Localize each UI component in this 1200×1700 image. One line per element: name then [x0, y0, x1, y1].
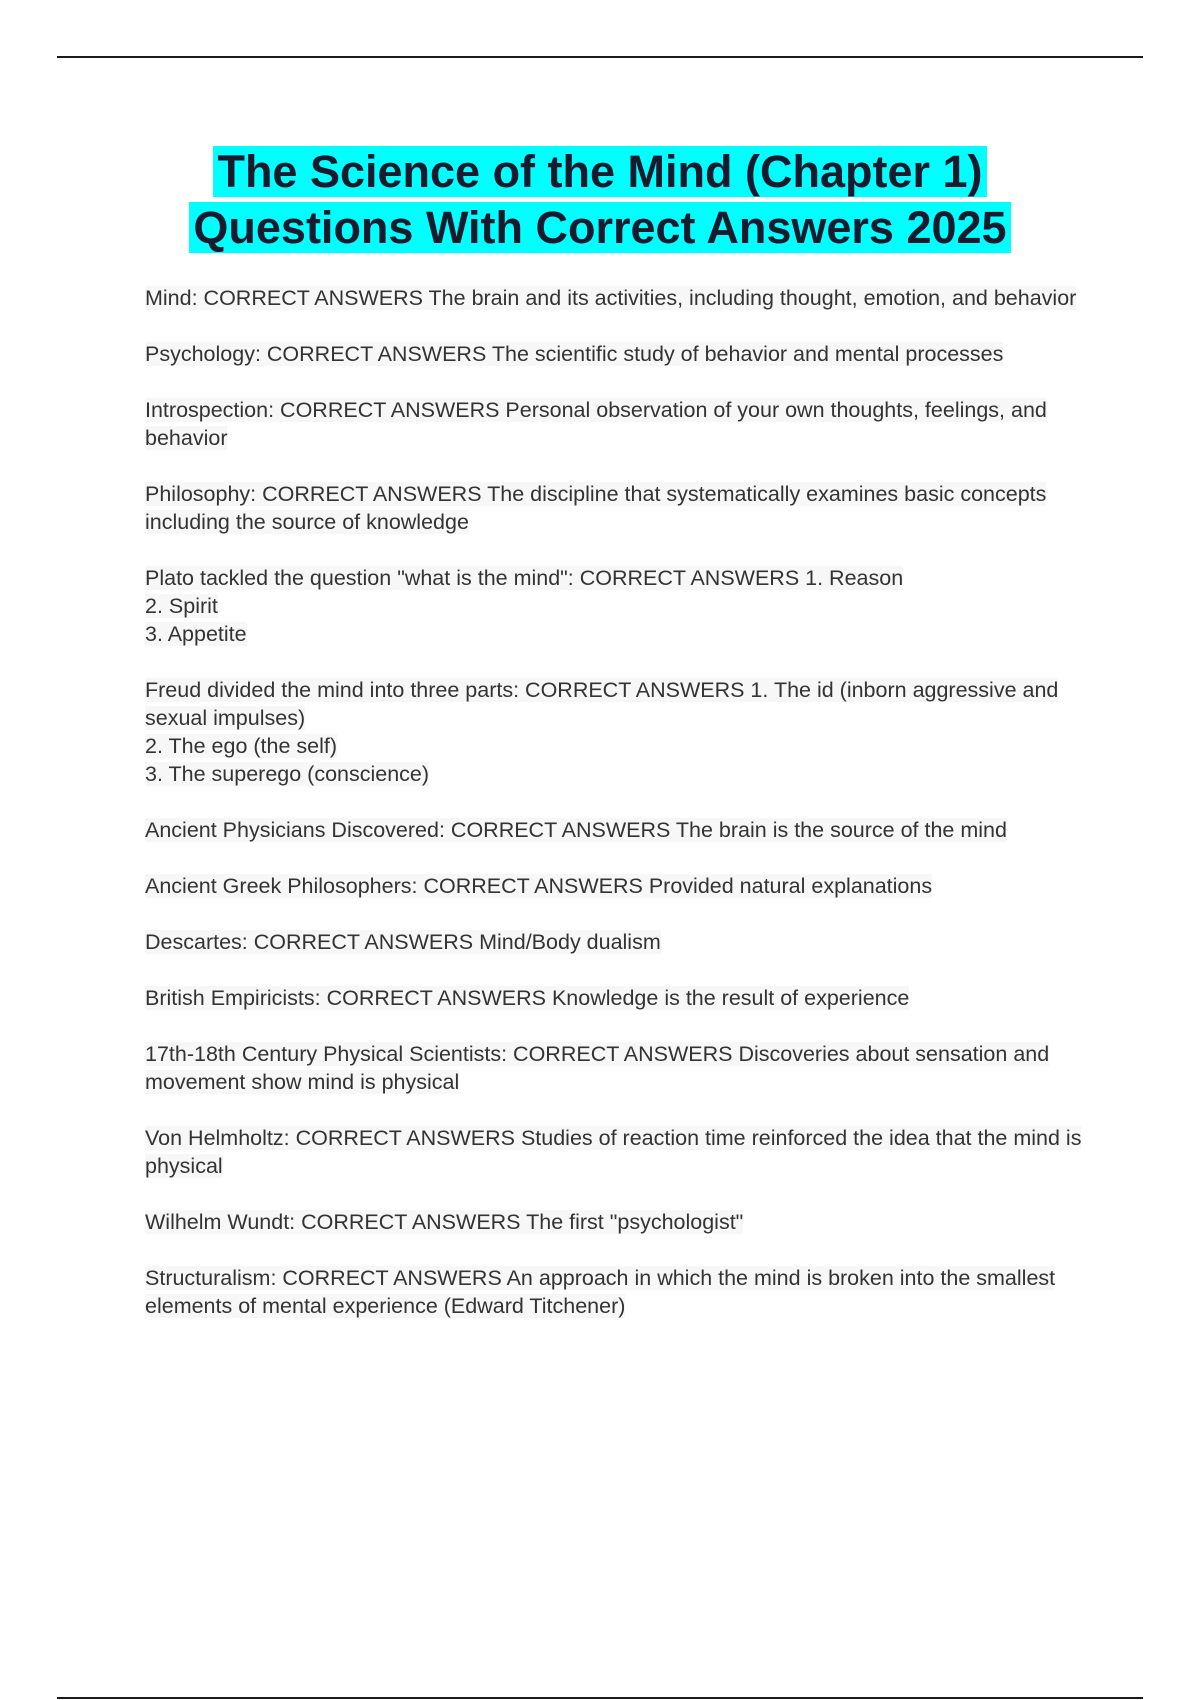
- qa-item-structuralism: [145, 1264, 1090, 1320]
- qa-item-psychology: [145, 340, 1090, 368]
- qa-item-plato: [145, 564, 1090, 648]
- document-title: [0, 144, 1200, 256]
- qa-item-von-helmholtz: [145, 1124, 1090, 1180]
- qa-item-text: Psychology: CORRECT ANSWERS The scientific study of behavior and mental processes: [145, 342, 1004, 366]
- qa-list: [145, 284, 1090, 1348]
- qa-item-introspection: [145, 396, 1090, 452]
- qa-item-british-empiricists: [145, 984, 1090, 1012]
- qa-item-text: Plato tackled the question "what is the mind": CORRECT ANSWERS 1. Reason 2. Spirit 3. Appetite: [145, 566, 904, 646]
- qa-item-freud: [145, 676, 1090, 788]
- title-line-2: Questions With Correct Answers 2025: [189, 202, 1010, 253]
- qa-item-wilhelm-wundt: [145, 1208, 1090, 1236]
- qa-item-philosophy: [145, 480, 1090, 536]
- qa-item-text: Philosophy: CORRECT ANSWERS The discipline that systematically examines basic concepts including the source of knowledge: [145, 482, 1047, 534]
- qa-item-text: Von Helmholtz: CORRECT ANSWERS Studies of reaction time reinforced the idea that the mind is physical: [145, 1126, 1082, 1178]
- top-rule: [57, 56, 1143, 58]
- qa-item-text: Wilhelm Wundt: CORRECT ANSWERS The first "psychologist": [145, 1210, 744, 1234]
- qa-item-text: 17th-18th Century Physical Scientists: CORRECT ANSWERS Discoveries about sensation and movement show mind is physical: [145, 1042, 1050, 1094]
- qa-item-ancient-greek-philosophers: [145, 872, 1090, 900]
- qa-item-descartes: [145, 928, 1090, 956]
- qa-item-mind: [145, 284, 1090, 312]
- bottom-rule: [57, 1697, 1143, 1699]
- qa-item-text: Introspection: CORRECT ANSWERS Personal observation of your own thoughts, feelings, and behavior: [145, 398, 1047, 450]
- qa-item-text: Freud divided the mind into three parts: CORRECT ANSWERS 1. The id (inborn aggressive and sexual impulses) 2. The ego (the self) 3. The superego (conscience): [145, 678, 1059, 786]
- qa-item-text: British Empiricists: CORRECT ANSWERS Knowledge is the result of experience: [145, 986, 910, 1010]
- qa-item-text: Mind: CORRECT ANSWERS The brain and its activities, including thought, emotion, and behavior: [145, 286, 1077, 310]
- qa-item-text: Structuralism: CORRECT ANSWERS An approach in which the mind is broken into the smallest elements of mental experience (Edward Titchener): [145, 1266, 1056, 1318]
- qa-item-text: Ancient Greek Philosophers: CORRECT ANSWERS Provided natural explanations: [145, 874, 933, 898]
- qa-item-text: Ancient Physicians Discovered: CORRECT ANSWERS The brain is the source of the mind: [145, 818, 1007, 842]
- qa-item-ancient-physicians: [145, 816, 1090, 844]
- qa-item-text: Descartes: CORRECT ANSWERS Mind/Body dualism: [145, 930, 661, 954]
- title-line-1: The Science of the Mind (Chapter 1): [213, 146, 986, 197]
- qa-item-physical-scientists: [145, 1040, 1090, 1096]
